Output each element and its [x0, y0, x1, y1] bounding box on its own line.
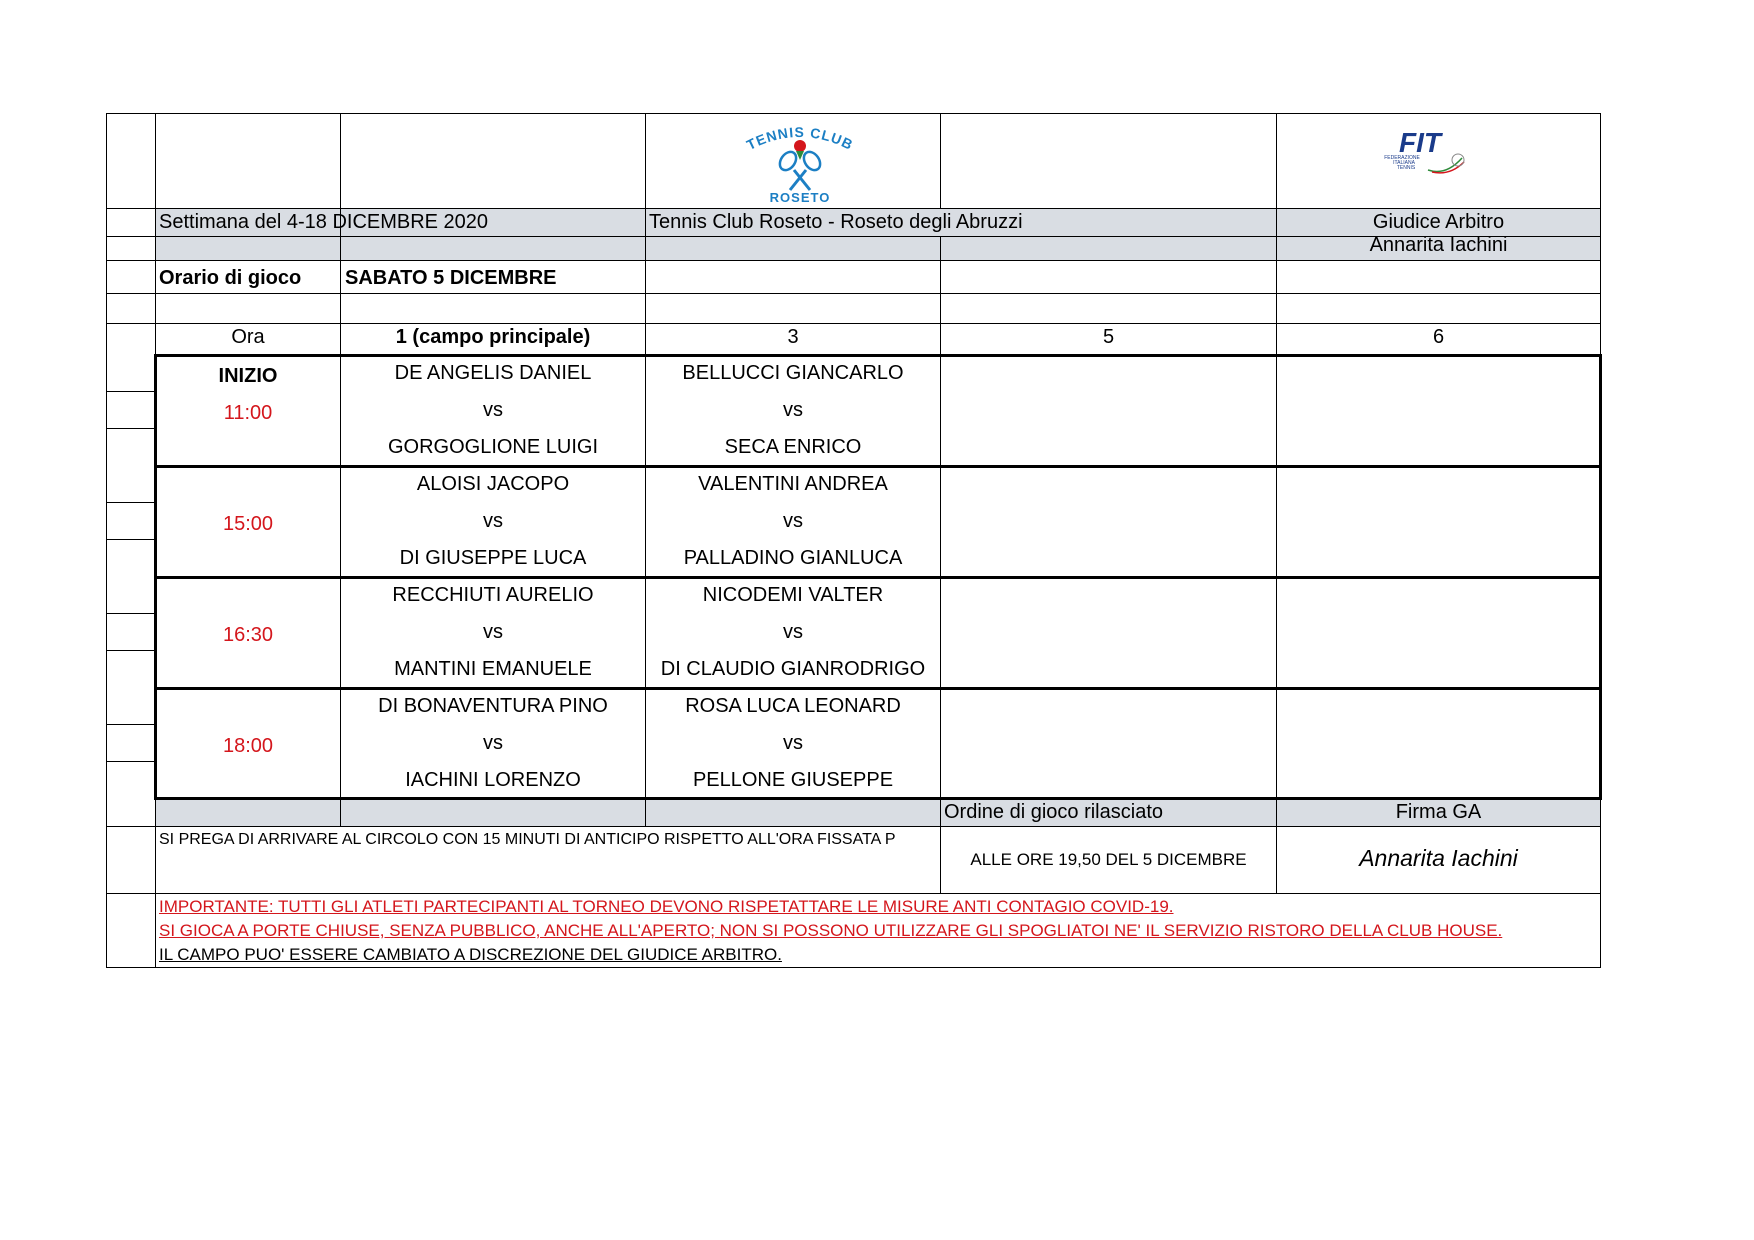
player-court1: DI BONAVENTURA PINO	[378, 695, 608, 717]
svg-text:ROSETO: ROSETO	[769, 190, 831, 205]
important-note-3: IL CAMPO PUO' ESSERE CAMBIATO A DISCREZIONE DEL GIUDICE ARBITRO.	[159, 945, 782, 964]
player-court3: SECA ENRICO	[724, 436, 862, 458]
col-court1: 1 (campo principale)	[395, 326, 591, 348]
tennis-club-logo	[730, 118, 870, 206]
vs-label: vs	[483, 399, 503, 421]
vs-label: vs	[783, 621, 803, 643]
player-court1: DE ANGELIS DANIEL	[394, 362, 592, 384]
referee-title: Giudice Arbitro	[1372, 211, 1505, 233]
col-court5: 5	[1102, 326, 1115, 348]
col-time: Ora	[231, 326, 265, 348]
issued-time: ALLE ORE 19,50 DEL 5 DICEMBRE	[970, 850, 1247, 869]
schedule-label: Orario di gioco	[159, 267, 302, 289]
important-note-1: IMPORTANTE: TUTTI GLI ATLETI PARTECIPANTI AL TORNEO DEVONO RISPETATTARE LE MISURE ANTI CONTAGIO COVID-19.	[159, 897, 1174, 916]
slot-time: 16:30	[222, 624, 274, 646]
vs-label: vs	[783, 399, 803, 421]
slot-time: 11:00	[223, 402, 273, 424]
player-court3: VALENTINI ANDREA	[698, 473, 888, 495]
svg-text:ITALIANA: ITALIANA	[1393, 160, 1415, 166]
slot-time: 15:00	[222, 513, 274, 535]
player-court3: ROSA LUCA LEONARD	[685, 695, 901, 717]
player-court1: DI GIUSEPPE LUCA	[399, 547, 587, 569]
player-court3: PALLADINO GIANLUCA	[683, 547, 903, 569]
fit-logo	[1372, 126, 1476, 176]
arrival-note: SI PREGA DI ARRIVARE AL CIRCOLO CON 15 MINUTI DI ANTICIPO RISPETTO ALL'ORA FISSATA P	[159, 831, 896, 848]
col-court6: 6	[1432, 326, 1445, 348]
col-court3: 3	[787, 326, 799, 348]
player-court1: IACHINI LORENZO	[405, 769, 581, 791]
player-court3: NICODEMI VALTER	[702, 584, 884, 606]
player-court1: RECCHIUTI AURELIO	[392, 584, 594, 606]
week-label: Settimana del 4-18 DICEMBRE 2020	[159, 211, 489, 233]
club-name: Tennis Club Roseto - Roseto degli Abruzzi	[649, 211, 1023, 233]
player-court3: PELLONE GIUSEPPE	[692, 769, 894, 791]
vs-label: vs	[483, 732, 503, 754]
svg-text:FEDERAZIONE: FEDERAZIONE	[1384, 155, 1420, 161]
player-court3: DI CLAUDIO GIANRODRIGO	[660, 658, 926, 680]
player-court1: ALOISI JACOPO	[416, 473, 570, 495]
start-label: INIZIO	[218, 365, 278, 387]
vs-label: vs	[483, 621, 503, 643]
vs-label: vs	[483, 510, 503, 532]
day-label: SABATO 5 DICEMBRE	[345, 267, 557, 289]
player-court1: GORGOGLIONE LUIGI	[387, 436, 599, 458]
vs-label: vs	[783, 510, 803, 532]
referee-name: Annarita Iachini	[1369, 234, 1508, 256]
svg-text:TENNIS CLUB: TENNIS CLUB	[743, 123, 857, 153]
slot-time: 18:00	[222, 735, 274, 757]
player-court3: BELLUCCI GIANCARLO	[682, 362, 904, 384]
important-note-2: SI GIOCA A PORTE CHIUSE, SENZA PUBBLICO, ANCHE ALL'APERTO; NON SI POSSONO UTILIZZARE GLI SPOGLIATOI NE' IL SERVIZIO RISTORO DELLA CLUB HOUSE.	[159, 921, 1503, 940]
referee-signature: Annarita Iachini	[1359, 845, 1518, 871]
player-court1: MANTINI EMANUELE	[394, 658, 592, 680]
svg-text:FIT: FIT	[1399, 127, 1441, 158]
svg-text:TENNIS: TENNIS	[1396, 165, 1416, 171]
order-label: Ordine di gioco rilasciato	[944, 801, 1163, 823]
signature-label: Firma GA	[1395, 801, 1482, 823]
vs-label: vs	[783, 732, 803, 754]
